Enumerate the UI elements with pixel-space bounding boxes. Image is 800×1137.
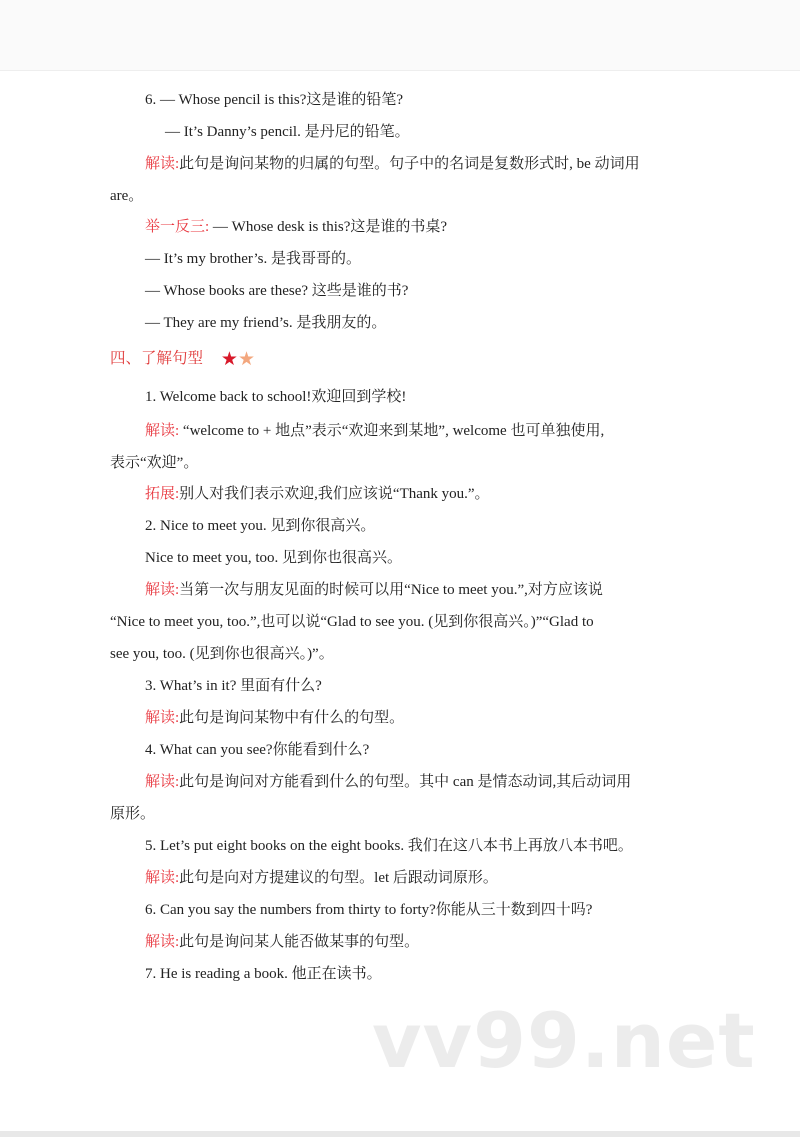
line-text: — Whose books are these? 这些是谁的书? <box>145 283 409 299</box>
line-text: 6. — Whose pencil is this?这是谁的铅笔? <box>145 92 404 108</box>
annotation-label: 解读: <box>145 870 180 886</box>
text-line <box>145 900 592 920</box>
annotation-label: 解读: <box>145 934 180 950</box>
line-text: see you, too. (见到你也很高兴。)”。 <box>110 646 334 662</box>
annotation-label: 拓展: <box>145 486 180 502</box>
line-text: 7. He is reading a book. 他正在读书。 <box>145 966 382 982</box>
line-text: 此句是询问某人能否做某事的句型。 <box>179 934 420 950</box>
text-line <box>145 516 375 536</box>
line-text: — They are my friend’s. 是我朋友的。 <box>145 315 387 331</box>
line-text: 1. Welcome back to school!欢迎回到学校! <box>145 389 407 405</box>
annotation-label: 解读: <box>145 582 180 598</box>
text-line <box>145 313 386 333</box>
annotation-label: 解读: <box>145 774 180 790</box>
text-line <box>145 249 361 269</box>
text-line <box>145 964 382 984</box>
line-text: 别人对我们表示欢迎,我们应该说“Thank you.”。 <box>179 486 490 502</box>
text-line <box>165 122 410 142</box>
text-line <box>145 387 406 407</box>
text-line <box>145 740 369 760</box>
line-text: 6. Can you say the numbers from thirty to forty?你能从三十数到四十吗? <box>145 902 593 918</box>
line-text: — It’s my brother’s. 是我哥哥的。 <box>145 251 361 267</box>
line-text: 2. Nice to meet you. 见到你很高兴。 <box>145 518 376 534</box>
line-text: 4. What can you see?你能看到什么? <box>145 742 370 758</box>
line-text: — Whose desk is this?这是谁的书桌? <box>209 219 448 235</box>
text-line <box>145 676 322 696</box>
line-text: 表示“欢迎”。 <box>110 455 199 471</box>
text-line <box>145 932 419 952</box>
annotation-label: 解读: <box>145 710 180 726</box>
text-line <box>110 804 155 824</box>
text-line <box>145 580 603 600</box>
text-line <box>145 281 408 301</box>
annotation-label: 举一反三: <box>145 219 210 235</box>
line-text: are。 <box>110 188 144 204</box>
text-line <box>145 154 640 174</box>
line-text: 此句是询问对方能看到什么的句型。其中 can 是情态动词,其后动词用 <box>179 774 632 790</box>
line-text: 3. What’s in it? 里面有什么? <box>145 678 322 694</box>
text-line <box>145 484 490 504</box>
text-line <box>145 90 403 110</box>
star-half-icon: ★ <box>237 349 255 370</box>
text-line <box>110 186 143 206</box>
section-heading <box>110 349 255 370</box>
line-text: 原形。 <box>110 806 156 822</box>
line-text: 此句是询问某物中有什么的句型。 <box>179 710 405 726</box>
bottom-bar <box>0 1131 800 1137</box>
text-line <box>110 612 594 632</box>
text-line <box>145 548 402 568</box>
text-line <box>110 644 334 664</box>
section-heading-text: 四、了解句型 <box>110 350 204 367</box>
line-text: 当第一次与朋友见面的时候可以用“Nice to meet you.”,对方应该说 <box>179 582 603 598</box>
text-line <box>145 217 447 237</box>
line-text: Nice to meet you, too. 见到你也很高兴。 <box>145 550 403 566</box>
text-line <box>145 772 631 792</box>
text-line <box>145 836 633 856</box>
line-text: 5. Let’s put eight books on the eight books. 我们在这八本书上再放八本书吧。 <box>145 838 633 854</box>
watermark: vv99.net <box>372 996 756 1085</box>
text-line <box>145 421 604 441</box>
top-bar <box>0 0 800 71</box>
text-line <box>110 453 198 473</box>
annotation-label: 解读: <box>145 423 180 439</box>
line-text: “welcome to + 地点”表示“欢迎来到某地”, welcome 也可单独使用, <box>179 423 605 439</box>
text-line <box>145 868 498 888</box>
difficulty-stars <box>221 350 255 370</box>
star-filled-icon: ★ <box>220 349 238 370</box>
line-text: “Nice to meet you, too.”,也可以说“Glad to see you. (见到你很高兴。)”“Glad to <box>110 614 594 630</box>
annotation-label: 解读: <box>145 156 180 172</box>
line-text: 此句是询问某物的归属的句型。句子中的名词是复数形式时, be 动词用 <box>179 156 640 172</box>
line-text: 此句是向对方提建议的句型。let 后跟动词原形。 <box>179 870 498 886</box>
text-line <box>145 708 404 728</box>
line-text: — It’s Danny’s pencil. 是丹尼的铅笔。 <box>165 124 410 140</box>
